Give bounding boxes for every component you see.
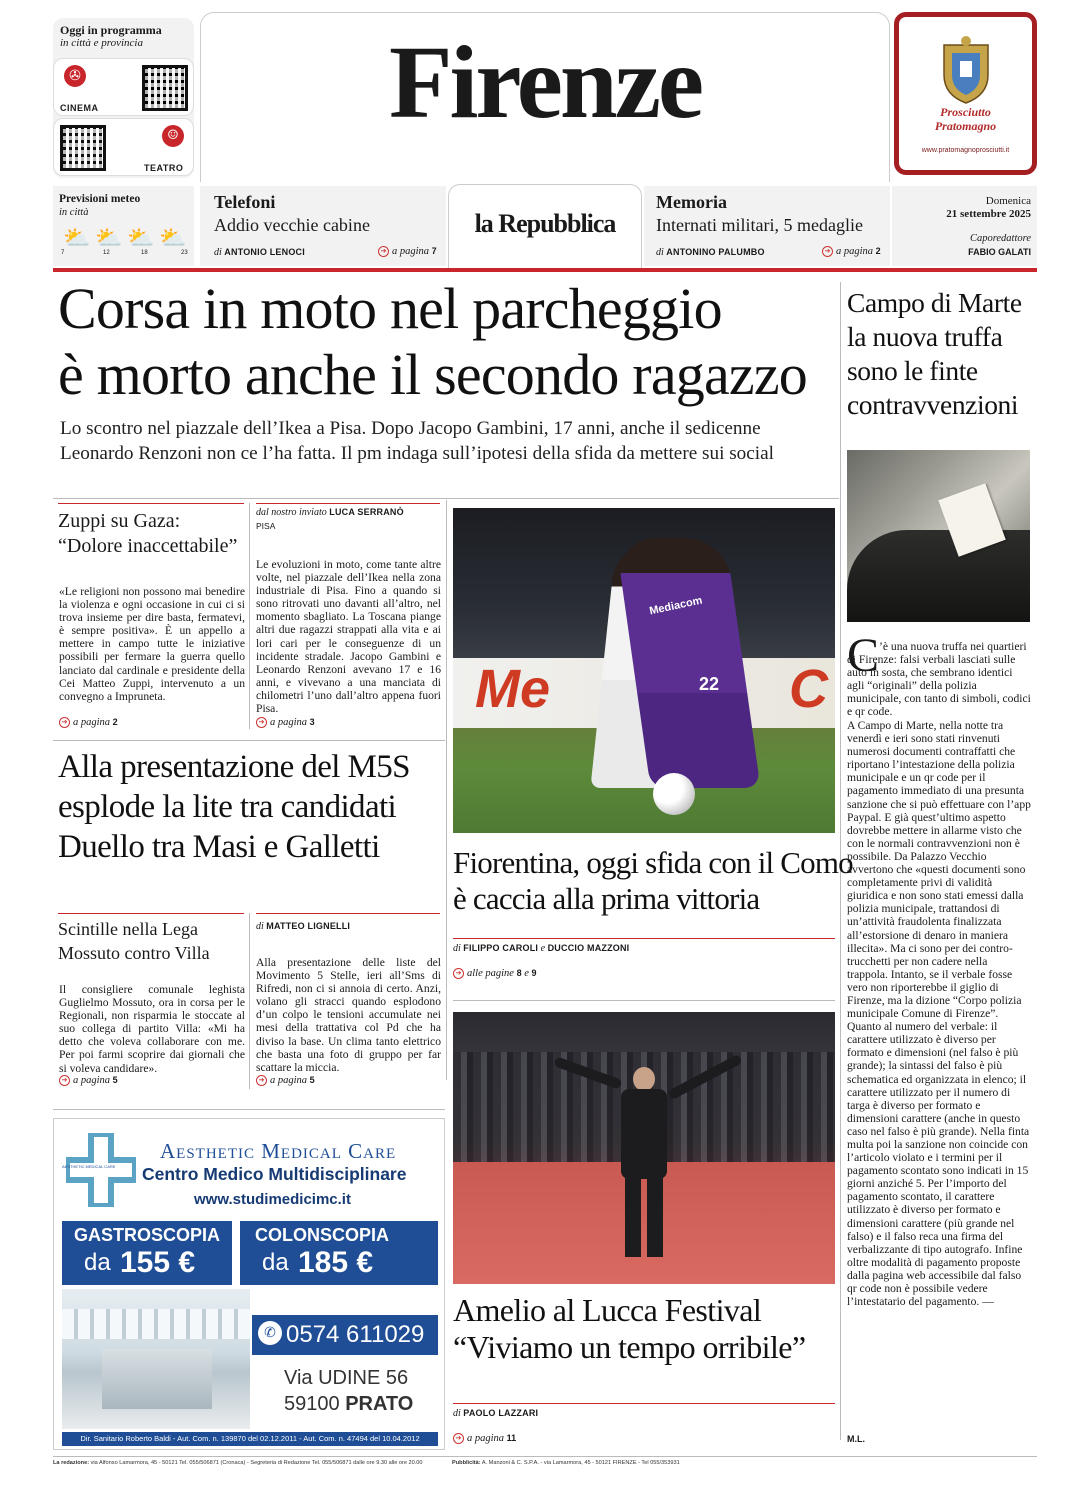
divider xyxy=(453,1403,835,1404)
meteo-title: Previsioni meteo xyxy=(59,193,141,205)
ad-box[interactable] xyxy=(53,1118,445,1450)
campo-dropcap: C xyxy=(847,629,880,682)
campo-headline-1[interactable]: Campo di Marte xyxy=(847,287,1022,318)
date-day: Domenica xyxy=(985,195,1031,207)
divider xyxy=(53,498,839,499)
divider xyxy=(58,503,244,504)
clinic-interior-photo xyxy=(62,1289,250,1429)
gastro-price-box[interactable] xyxy=(62,1221,232,1285)
masthead-title: Firenze xyxy=(388,25,702,140)
lead-headline-2[interactable]: è morto anche il secondo ragazzo xyxy=(58,342,807,407)
arrow-right-icon: ➔ xyxy=(822,246,833,257)
teaser-memoria[interactable] xyxy=(644,186,890,266)
divider xyxy=(256,913,440,914)
arrow-right-icon: ➔ xyxy=(453,968,464,979)
editor-role: Caporedattore xyxy=(969,233,1031,244)
page-ref[interactable] xyxy=(256,717,315,728)
divider xyxy=(53,740,445,741)
ref-text: a pagina xyxy=(836,246,874,257)
divider xyxy=(256,503,440,504)
page-ref[interactable] xyxy=(256,1075,315,1086)
ad-footer: Dir. Sanitario Roberto Baldi - Aut. Com. n. 139870 del 02.12.2011 - Aut. Com. n. 47494 del 10.04.2012 xyxy=(62,1432,438,1446)
sponsor-url[interactable]: www.pratomagnoprosciutti.it xyxy=(921,147,1010,154)
footer-left-text: via Alfonso Lamarmora, 45 - 50121 Tel. 055/506871 (Cronaca) - Segreteria di Redazione Tel. 055/506871 dalle ore 9.30 alle ore 20.00 xyxy=(90,1460,423,1466)
qr-code-icon[interactable] xyxy=(60,125,106,171)
ref-conj: e xyxy=(524,968,529,979)
lega-title-1[interactable]: Scintille nella Lega xyxy=(58,919,198,939)
partly-cloudy-icon: ⛅ xyxy=(127,226,155,251)
arrow-right-icon: ➔ xyxy=(378,246,389,257)
amelio-headline-2[interactable]: “Viviamo un tempo orribile” xyxy=(453,1329,806,1365)
ref-page: 2 xyxy=(112,717,118,727)
ref-page: 7 xyxy=(431,246,437,256)
ref-page: 5 xyxy=(309,1075,315,1085)
coat-of-arms-icon xyxy=(936,35,996,105)
medical-cross-icon xyxy=(66,1133,136,1207)
zuppi-title-2[interactable]: “Dolore inaccettabile” xyxy=(58,535,238,557)
zuppi-title-1[interactable]: Zuppi su Gaza: xyxy=(58,510,181,532)
ad-city: PRATO xyxy=(345,1393,414,1415)
teaser-title: Internati militari, 5 medaglie xyxy=(656,215,863,235)
byline-conj: e xyxy=(540,943,546,954)
ref-text: a pagina xyxy=(73,1075,111,1086)
logo-box xyxy=(448,184,642,268)
colon-pre: da xyxy=(262,1249,289,1276)
lead-subhead-1: Lo scontro nel piazzale dell’Ikea a Pisa. Dopo Jacopo Gambini, 17 anni, anche il sedicenne xyxy=(60,418,761,439)
banner-text: C xyxy=(789,659,828,719)
footer-right xyxy=(452,1460,680,1466)
sponsor-name-1: Prosciutto xyxy=(940,105,991,119)
page-ref[interactable] xyxy=(59,717,118,728)
teaser-byline xyxy=(656,247,765,258)
programma-subtitle: in città e provincia xyxy=(60,37,143,49)
colon-price: 185 € xyxy=(298,1246,374,1279)
column-divider xyxy=(249,503,250,729)
lega-title-2[interactable]: Mossuto contro Villa xyxy=(58,943,210,963)
campo-headline-3[interactable]: sono le finte xyxy=(847,355,978,386)
m5s-headline-3[interactable]: Duello tra Masi e Galletti xyxy=(58,829,380,865)
divider xyxy=(453,938,835,939)
sponsor-name-2: Pratomagno xyxy=(934,119,997,133)
theatre-masks-icon: ☺ xyxy=(162,125,184,147)
ref-text: a pagina xyxy=(73,717,111,728)
shirt-number: 22 xyxy=(699,674,720,694)
byline-author: MATTEO LIGNELLI xyxy=(266,921,351,931)
ref-text: a pagina xyxy=(270,717,308,728)
byline-author: ANTONIO LENOCI xyxy=(224,247,305,257)
divider xyxy=(53,1456,1037,1457)
ad-url[interactable]: www.studimedicimc.it xyxy=(194,1191,351,1208)
repubblica-logo: la Repubblica xyxy=(474,209,616,238)
arrow-right-icon: ➔ xyxy=(59,717,70,728)
ad-subtitle: Centro Medico Multidisciplinare xyxy=(142,1164,407,1184)
gastro-price: 155 € xyxy=(120,1246,196,1279)
amelio-headline-1[interactable]: Amelio al Lucca Festival xyxy=(453,1292,762,1328)
ref-text: a pagina xyxy=(467,1433,505,1444)
m5s-headline-2[interactable]: esplode la lite tra candidati xyxy=(58,789,397,825)
arrow-right-icon: ➔ xyxy=(59,1075,70,1086)
byline-author: FILIPPO CAROLI xyxy=(463,943,539,953)
ref-page: 5 xyxy=(112,1075,118,1085)
byline-prefix: di xyxy=(656,247,664,258)
parking-ticket-photo[interactable] xyxy=(847,450,1030,622)
cinema-label: CINEMA xyxy=(60,103,99,113)
football xyxy=(653,773,695,815)
partly-cloudy-icon: ⛅ xyxy=(95,226,123,251)
campo-lead: ’è una nuova truffa nei quartieri di Firenze: falsi verbali lasciati sulle auto in sosta, che sembrano identici agli “originali” della polizia municipale, con tanto di simboli, codici e qr code. xyxy=(847,640,1031,719)
lead-place: PISA xyxy=(256,521,276,531)
editor-name: FABIO GALATI xyxy=(968,247,1031,257)
column-divider xyxy=(249,913,250,1089)
teaser-title: Addio vecchie cabine xyxy=(214,215,370,235)
page-ref[interactable] xyxy=(59,1075,118,1086)
ref-text: alle pagine xyxy=(467,968,514,979)
arrow-right-icon: ➔ xyxy=(256,1075,267,1086)
amelio-photo[interactable] xyxy=(453,1012,835,1284)
footer-left xyxy=(53,1460,423,1466)
ad-logo-caption: AESTHETIC MEDICAL CARE xyxy=(62,1164,116,1169)
shirt-sponsor: Mediacom xyxy=(648,594,704,618)
byline-prefix: di xyxy=(214,247,222,258)
gastro-pre: da xyxy=(84,1249,111,1276)
accent-rule xyxy=(53,268,1037,272)
banner-text: Me xyxy=(475,659,551,719)
teaser-kicker: Telefoni xyxy=(214,192,276,212)
cinema-card[interactable] xyxy=(53,58,194,116)
byline-prefix: dal nostro inviato xyxy=(256,507,327,518)
fiorentina-byline xyxy=(453,943,629,954)
meteo-hour: 18 xyxy=(141,250,148,256)
arrow-right-icon: ➔ xyxy=(256,717,267,728)
meteo-box xyxy=(53,186,194,266)
fiorentina-headline-1[interactable]: Fiorentina, oggi sfida con il Como xyxy=(453,845,853,880)
divider xyxy=(58,913,244,914)
ref-page: 8 xyxy=(516,968,522,978)
byline-author: PAOLO LAZZARI xyxy=(463,1408,539,1418)
zuppi-body: «Le religioni non possono mai benedire la violenza e ogni occasione in cui ci si trova insieme per dire basta, fermatevi, è sempre positiva». È un appello a mettere in campo tutte le iniziative possibili per fermare la guerra quello lanciato dal cardinale e presidente della Cei Matteo Zuppi, intervenuto a un convegno a Impruneta. xyxy=(59,585,245,703)
byline-author: DUCCIO MAZZONI xyxy=(547,943,630,953)
byline-prefix: di xyxy=(453,943,461,954)
programma-box xyxy=(53,18,194,178)
lega-body: Il consigliere comunale leghista Guglielmo Mossuto, ora in corsa per le Regionali, non risparmia le stoccate al suo collega di partito Villa: «Mi ha detto che voleva collaborare con me. Per poi farmi scoprire dai giornali che si voleva candidare». xyxy=(59,983,245,1075)
campo-headline-2[interactable]: la nuova truffa xyxy=(847,321,1003,352)
ad-brand: Aesthetic Medical Care xyxy=(160,1139,397,1163)
fiorentina-headline-2[interactable]: è caccia alla prima vittoria xyxy=(453,881,760,916)
arrow-right-icon: ➔ xyxy=(453,1433,464,1444)
lead-byline xyxy=(256,507,404,518)
colon-label: COLONSCOPIA xyxy=(254,1225,389,1245)
meteo-hour: 7 xyxy=(61,250,65,256)
qr-code-icon[interactable] xyxy=(142,65,188,111)
meteo-hour: 12 xyxy=(103,250,110,256)
byline-author: ANTONINO PALUMBO xyxy=(666,247,765,257)
m5s-headline-1[interactable]: Alla presentazione del M5S xyxy=(58,749,410,785)
programma-title: Oggi in programma xyxy=(60,23,162,37)
gastro-label: GASTROSCOPIA xyxy=(73,1225,220,1245)
fiorentina-photo[interactable] xyxy=(453,508,835,833)
lead-subhead-2: Leonardo Renzoni non ce l’ha fatta. Il pm indaga sull’ipotesi della sfida da mettere sui social xyxy=(60,443,774,464)
meteo-subtitle: in città xyxy=(59,207,89,218)
partly-cloudy-icon: ⛅ xyxy=(159,226,187,251)
ref-page: 2 xyxy=(875,246,881,256)
car-shape xyxy=(847,530,1030,622)
ad-phone: 0574 611029 xyxy=(286,1321,425,1348)
byline-author: LUCA SERRANÒ xyxy=(329,507,404,517)
ad-address-2 xyxy=(284,1393,413,1416)
ref-page: 9 xyxy=(531,968,537,978)
campo-sign: M.L. xyxy=(847,1434,865,1444)
byline-prefix: di xyxy=(256,921,264,932)
sponsor-box[interactable] xyxy=(894,12,1037,175)
lead-body: Le evoluzioni in moto, come tante altre volte, nel piazzale dell’Ikea nella zona industriale di Pisa. Fino a quando si sono ritrovati uno davanti all’altro, nel momento sbagliato. La Toscana piange altri due ragazzi strappati alla vita e ai lori cari per le conseguenze di un incidente stradale. Jacopo Gambini e Leonardo Renzoni avevano 17 e 16 anni, e vivevano a una manciata di chilometri l’uno dall’altro appena fuori Pisa. xyxy=(256,558,441,716)
meteo-hour: 23 xyxy=(181,250,188,256)
campo-headline-4[interactable]: contravvenzioni xyxy=(847,389,1019,420)
film-reel-icon: ✇ xyxy=(64,65,86,87)
ref-page: 11 xyxy=(506,1433,517,1443)
page-ref[interactable] xyxy=(822,246,881,257)
footer-right-label: Pubblicità: xyxy=(452,1460,481,1466)
footer-right-text: A. Manzoni & C. S.P.A. - via Lamarmora, 45 - 50121 FIRENZE - Tel 055/353931 xyxy=(481,1460,680,1466)
page-ref[interactable] xyxy=(378,246,437,257)
man-figure xyxy=(613,1067,673,1257)
page-ref[interactable] xyxy=(453,968,537,979)
ref-text: a pagina xyxy=(270,1075,308,1086)
colon-price-box[interactable] xyxy=(240,1221,438,1285)
date-full: 21 settembre 2025 xyxy=(946,208,1031,220)
divider xyxy=(53,1109,445,1110)
partly-cloudy-icon: ⛅ xyxy=(63,226,91,251)
teatro-label: TEATRO xyxy=(144,163,184,173)
divider xyxy=(453,1000,835,1001)
ad-address-1: Via UDINE 56 xyxy=(284,1367,409,1389)
ref-text: a pagina xyxy=(392,246,430,257)
phone-icon: ✆ xyxy=(258,1321,282,1345)
teatro-card[interactable] xyxy=(53,118,194,176)
meteo-icons xyxy=(59,224,191,258)
date-box xyxy=(892,186,1037,266)
ad-zip: 59100 xyxy=(284,1393,340,1415)
phone-box[interactable] xyxy=(252,1315,438,1355)
lead-headline-1[interactable]: Corsa in moto nel parcheggio xyxy=(58,276,722,341)
page-ref[interactable] xyxy=(453,1433,516,1444)
ref-page: 3 xyxy=(309,717,315,727)
footer-left-label: La redazione: xyxy=(53,1460,90,1466)
teaser-byline xyxy=(214,247,305,258)
m5s-byline xyxy=(256,921,350,932)
teaser-kicker: Memoria xyxy=(656,192,727,212)
byline-prefix: di xyxy=(453,1408,461,1419)
teaser-telefoni[interactable] xyxy=(200,186,446,266)
m5s-body: Alla presentazione delle liste del Movimento 5 Stelle, ieri all’Sms di Rifredi, non ci si annoia di certo. Anzi, volano gli stracci quando esplodono d’un colpo le tensioni accumulate nei mesi della trattativa col Pd che ha diviso la base. Un clima tanto elettrico che basta una foto di gruppo per far scattare la miccia. xyxy=(256,956,441,1074)
campo-body: A Campo di Marte, nella notte tra venerdì e ieri sono stati rinvenuti numerosi documenti contraffatti che riportano l’intestazione della polizia municipale e un qr code per il pagamento immediato di una presunta sanzione che si può effettuare con l’app Paypal. E già quest’ultimo aspetto dovrebbe mettere in allarme visto che con le normali contravvenzioni non è possibile. Da Palazzo Vecchio avvertono che «questi documenti sono completamente privi di validità giuridica e non sono stati emessi dalla polizia municipale, trattandosi di un’attività fraudolenta finalizzata all’estorsione di denaro in maniera illecita». Ma ci sono per dei contro-trucchetti per non cadere nella trappola. Intanto, se il verbale fosse vero non riporterebbe il giglio di Firenze, ma la dizione “Corpo polizia municipale Comune di Firenze”. Quanto al numero del verbale: il carattere utilizzato è diverso per formato e dimensioni (nel falso è più grande); la sintassi del falso è più schematica ed organizzata in elenco; il carattere utilizzato per il numero di targa è diverso per formato e dimensioni carattere (anche in questo caso nel falso è più grande). Nella finta multa poi la sanzione non coincide con l’articolo violato e i termini per il pagamento scontato sono indicati in 15 giorni anziché 5. Per l’importo del pagamento scontato, il carattere utilizzato è diverso per formato e dimensioni carattere (più grande nel falso) e il falso reca una firma del verbalizzante di tipo autografo. Infine oltre modalità di pagamento proposte dalla pagina web accessibile dal falso qr code non è possibile vedere l’intestatario del pagamento. — xyxy=(847,719,1031,1309)
column-divider xyxy=(446,500,447,1080)
amelio-byline xyxy=(453,1408,538,1419)
